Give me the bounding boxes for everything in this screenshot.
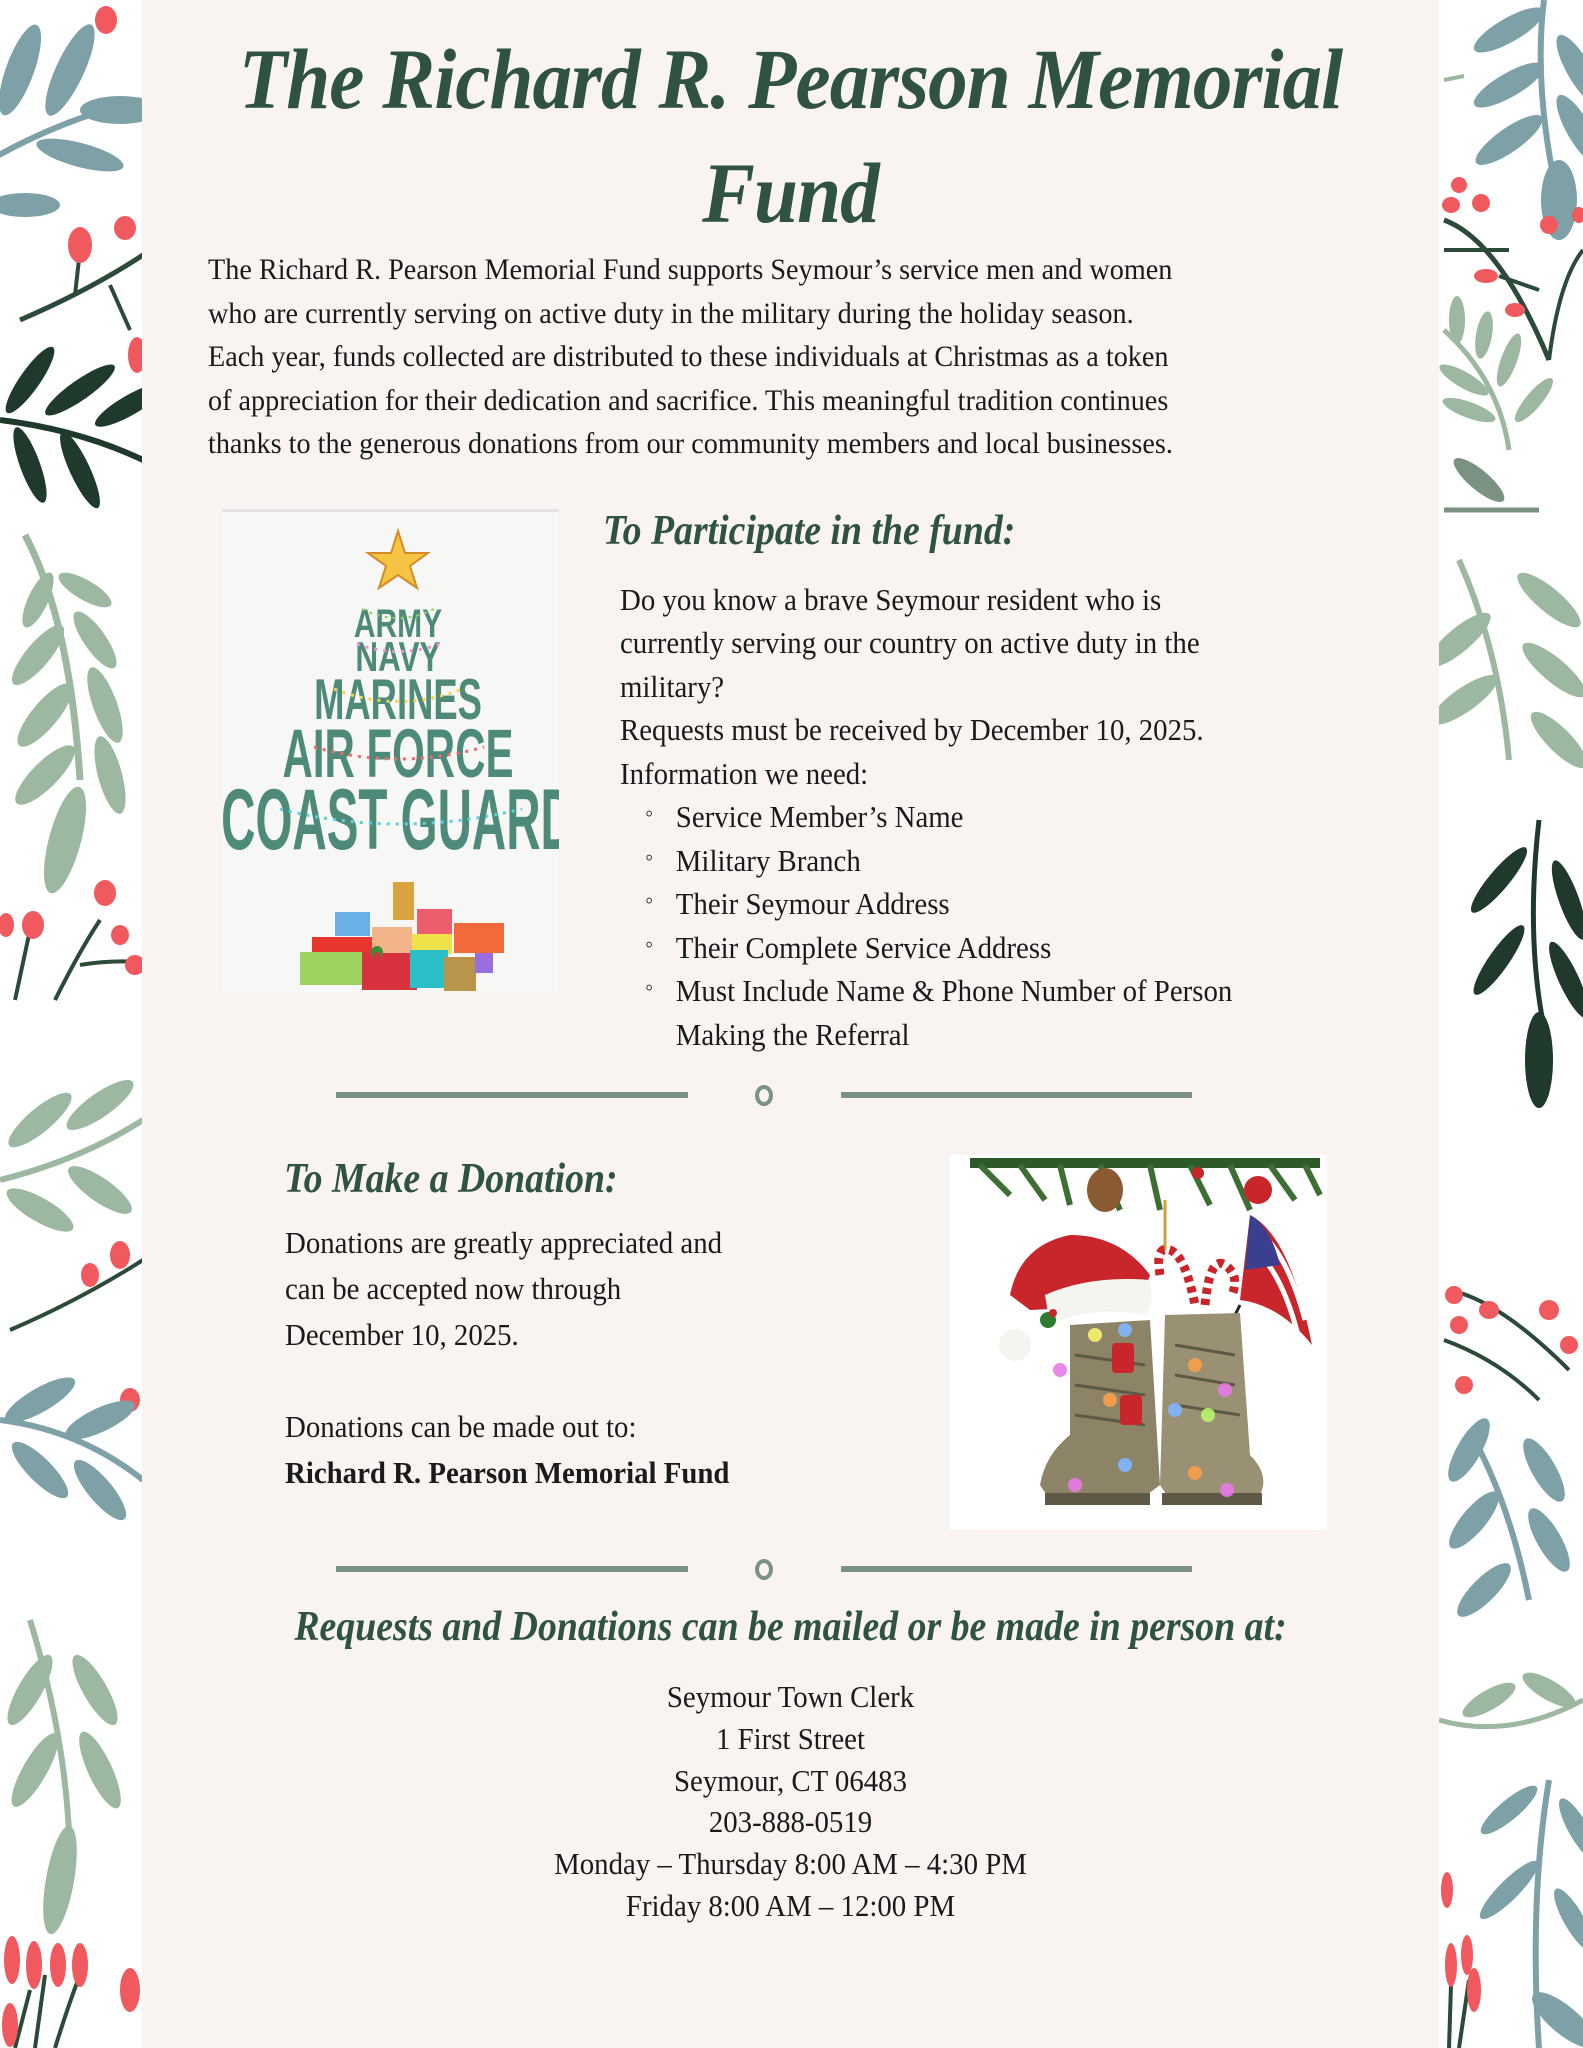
intro-line: The Richard R. Pearson Memorial Fund supports Seymour’s service men and women: [208, 253, 1173, 286]
tree-word-navy: NAVY: [355, 632, 441, 681]
divider-line: [336, 1092, 688, 1098]
participate-line: currently serving our country on active duty in the: [620, 625, 1200, 661]
tree-word-coast-guard: COAST GUARD: [222, 770, 559, 868]
list-item: ◦ Service Member’s Name: [620, 795, 1232, 839]
participate-heading: To Participate in the fund:: [603, 508, 1016, 554]
bullet-icon: ◦: [645, 844, 654, 871]
contact-name: Seymour Town Clerk: [666, 1679, 915, 1714]
intro-paragraph: [208, 248, 1336, 466]
tree-word-army: ARMY: [353, 601, 443, 647]
contact-phone: 203-888-0519: [708, 1804, 873, 1840]
contact-hours-friday: Friday 8:00 AM – 12:00 PM: [625, 1887, 956, 1923]
intro-line: of appreciation for their dedication and sacrifice. This meaningful tradition continues: [208, 383, 1169, 417]
donation-heading: To Make a Donation:: [284, 1156, 618, 1202]
contact-address-block: [142, 1676, 1439, 1927]
intro-line: Each year, funds collected are distributed to these individuals at Christmas as a token: [208, 340, 1169, 373]
list-item: ◦ Their Seymour Address: [620, 882, 1232, 926]
donation-line: Donations are greatly appreciated and: [285, 1225, 723, 1260]
dog-tag-flag-icon: [1112, 1343, 1134, 1373]
list-item-continuation: Making the Referral: [675, 1016, 910, 1052]
leaf-branch-icon: [1441, 1413, 1578, 1624]
foliage-border-left: [0, 0, 143, 2048]
divider-circle-icon: [755, 1559, 773, 1580]
section-divider: [336, 1084, 1192, 1104]
berry-branch-icon: [1444, 1286, 1578, 1400]
foliage-border-right: [1439, 0, 1583, 2048]
leaf-branch-icon: [1444, 0, 1583, 240]
payable-label: Donations can be made out to:: [285, 1409, 637, 1444]
military-christmas-tree-icon: [222, 509, 559, 996]
participate-body: [620, 578, 1232, 1057]
donation-line: December 10, 2025.: [285, 1317, 519, 1352]
leaf-branch-icon: [1439, 560, 1583, 775]
tree-word-air-force: AIR FORCE: [282, 715, 514, 793]
contact-city-state-zip: Seymour, CT 06483: [674, 1762, 907, 1798]
leaf-branch-icon: [0, 1620, 129, 1937]
list-item: ◦ Their Complete Service Address: [620, 926, 1232, 970]
bullet-icon: ◦: [645, 888, 654, 915]
donation-line: can be accepted now through: [285, 1271, 622, 1306]
leaf-branch-icon: [0, 1072, 143, 1239]
berry-branch-icon: [1441, 1872, 1481, 2048]
bullet-icon: ◦: [645, 800, 654, 827]
boot-icon: [1040, 1313, 1263, 1505]
dog-tag-flag-icon: [1120, 1395, 1142, 1425]
leaf-branch-icon: [1444, 452, 1539, 510]
leaf-branch-icon: [4, 535, 132, 897]
list-item: ◦ Military Branch: [620, 839, 1232, 883]
tree-word-marines: MARINES: [314, 668, 482, 733]
leaf-branch-icon: [1439, 296, 1558, 450]
info-needed-list: [620, 795, 1232, 1057]
american-flag-icon: [1230, 1215, 1312, 1345]
participate-line: Requests must be received by December 10, 2025.: [620, 712, 1204, 748]
gifts-icon: [300, 882, 504, 991]
bullet-icon: ◦: [645, 931, 654, 958]
bullet-icon: ◦: [645, 975, 654, 1002]
divider-line: [841, 1566, 1192, 1572]
contact-hours-weekday: Monday – Thursday 8:00 AM – 4:30 PM: [554, 1846, 1027, 1882]
military-boots-icon: [950, 1155, 1327, 1530]
leaf-branch-icon: [0, 19, 143, 217]
list-item: ◦ Must Include Name & Phone Number of Person: [620, 969, 1232, 1013]
divider-line: [841, 1092, 1192, 1098]
participate-line: Do you know a brave Seymour resident who is: [620, 582, 1162, 617]
contact-heading: Requests and Donations can be mailed or be made in person at:: [294, 1604, 1287, 1650]
intro-line: thanks to the generous donations from our community members and local businesses.: [208, 427, 1173, 460]
star-icon: [368, 531, 428, 588]
pine-branch-icon: [970, 1163, 1320, 1212]
contact-street: 1 First Street: [716, 1720, 865, 1756]
page-title-line-1: The Richard R. Pearson Memorial: [238, 31, 1343, 127]
leaf-branch-icon: [1439, 1666, 1583, 1726]
page-title-line-2: Fund: [702, 145, 879, 241]
leaf-branch-icon: [1474, 1779, 1583, 2048]
berry-branch-icon: [0, 880, 143, 1000]
leaf-branch-icon: [0, 1370, 143, 1527]
berry-branch-icon: [10, 1241, 143, 1412]
intro-line: who are currently serving on active duty in the military during the holiday season.: [208, 296, 1134, 330]
candy-cane-icon: [1159, 1249, 1235, 1305]
participate-line: military?: [620, 668, 725, 704]
donation-body: [285, 1220, 729, 1496]
leaf-branch-icon: [0, 341, 143, 512]
divider-line: [336, 1566, 688, 1572]
divider-circle-icon: [755, 1085, 773, 1106]
military-tree-image: [222, 509, 559, 996]
participate-line: Information we need:: [620, 755, 869, 791]
payable-name: Richard R. Pearson Memorial Fund: [285, 1455, 730, 1490]
berry-branch-icon: [2, 1936, 140, 2048]
christmas-boots-image: [950, 1155, 1327, 1530]
leaf-branch-icon: [1464, 820, 1583, 1108]
section-divider: [336, 1558, 1192, 1578]
